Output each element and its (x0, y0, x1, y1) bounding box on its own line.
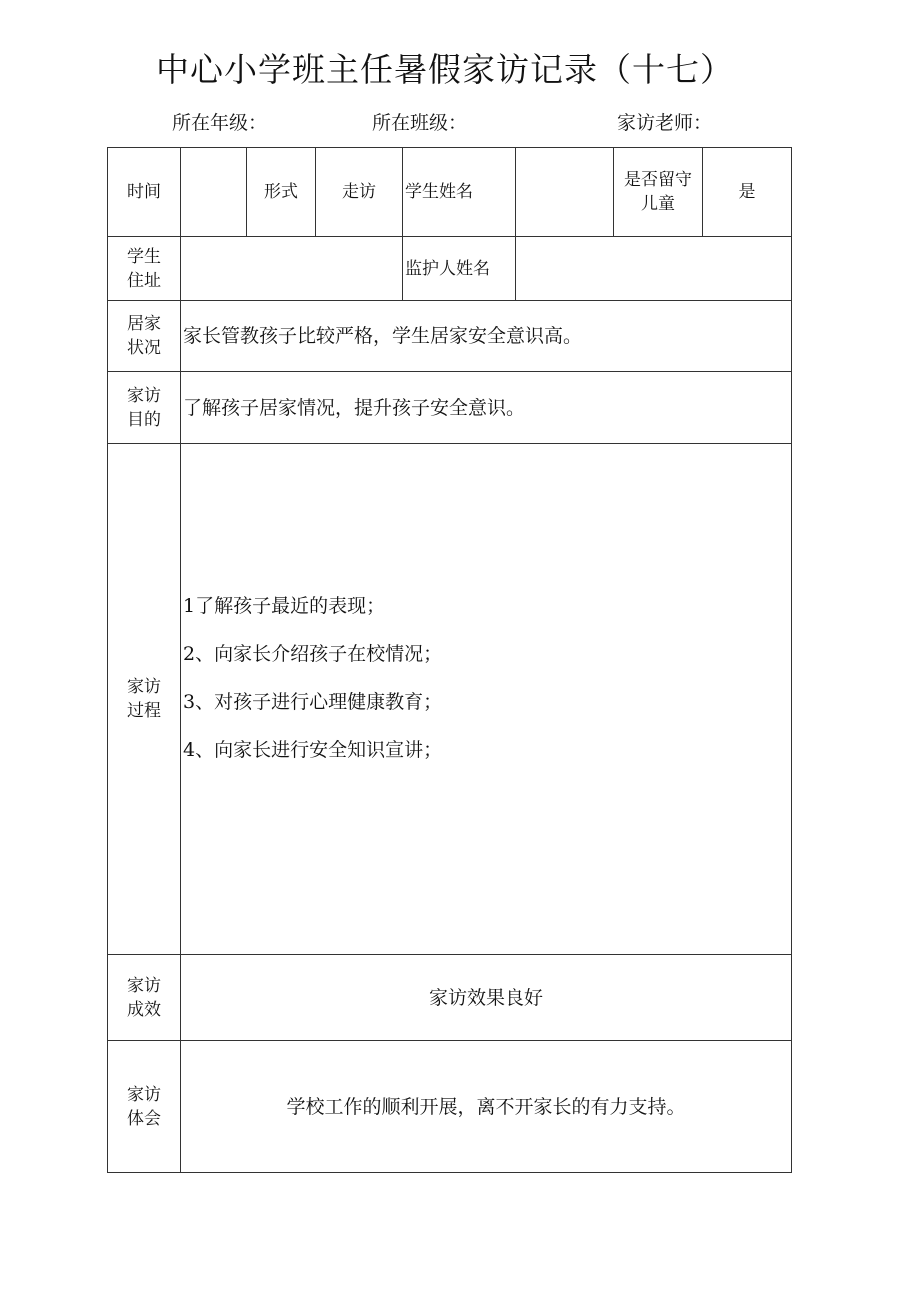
home-status-label: 居家状况 (108, 301, 181, 372)
guardian-label: 监护人姓名 (403, 237, 516, 301)
row-address (108, 237, 792, 301)
class-label: 所在班级： (372, 112, 468, 134)
row-basic-info (108, 148, 792, 237)
visit-reflection-value: 学校工作的顺利开展，离不开家长的有力支持。 (181, 1041, 792, 1173)
row-visit-purpose (108, 372, 792, 444)
left-behind-label: 是否留守儿童 (614, 148, 703, 237)
grade-label: 所在年级： (172, 112, 268, 134)
guardian-value (516, 237, 792, 301)
student-name-value (516, 148, 614, 237)
address-label: 学生住址 (108, 237, 181, 301)
visit-process-item: 4、向家长进行安全知识宣讲； (183, 739, 443, 761)
time-value (181, 148, 247, 237)
home-status-value: 家长管教孩子比较严格，学生居家安全意识高。 (181, 301, 792, 372)
page-title: 中心小学班主任暑假家访记录（十七） (156, 50, 734, 89)
form-label: 形式 (247, 148, 316, 237)
row-home-status (108, 301, 792, 372)
visit-result-label: 家访成效 (108, 955, 181, 1041)
visit-reflection-label: 家访体会 (108, 1041, 181, 1173)
visit-process-item: 2、向家长介绍孩子在校情况； (183, 643, 443, 665)
address-value (181, 237, 403, 301)
visit-process-list (181, 444, 791, 936)
visit-process-item: 1了解孩子最近的表现； (183, 595, 386, 617)
row-visit-reflection (108, 1041, 792, 1173)
visit-process-label: 家访过程 (108, 444, 181, 955)
form-value: 走访 (316, 148, 403, 237)
visit-purpose-label: 家访目的 (108, 372, 181, 444)
visit-purpose-value: 了解孩子居家情况，提升孩子安全意识。 (181, 372, 792, 444)
teacher-label: 家访老师： (617, 112, 713, 134)
row-visit-result (108, 955, 792, 1041)
student-name-label: 学生姓名 (403, 148, 516, 237)
visit-process-item: 3、对孩子进行心理健康教育； (183, 691, 443, 713)
left-behind-value: 是 (703, 148, 792, 237)
visit-record-table (107, 147, 792, 1173)
row-visit-process (108, 444, 792, 955)
visit-process-content (181, 444, 792, 955)
visit-result-value: 家访效果良好 (181, 955, 792, 1041)
time-label: 时间 (108, 148, 181, 237)
